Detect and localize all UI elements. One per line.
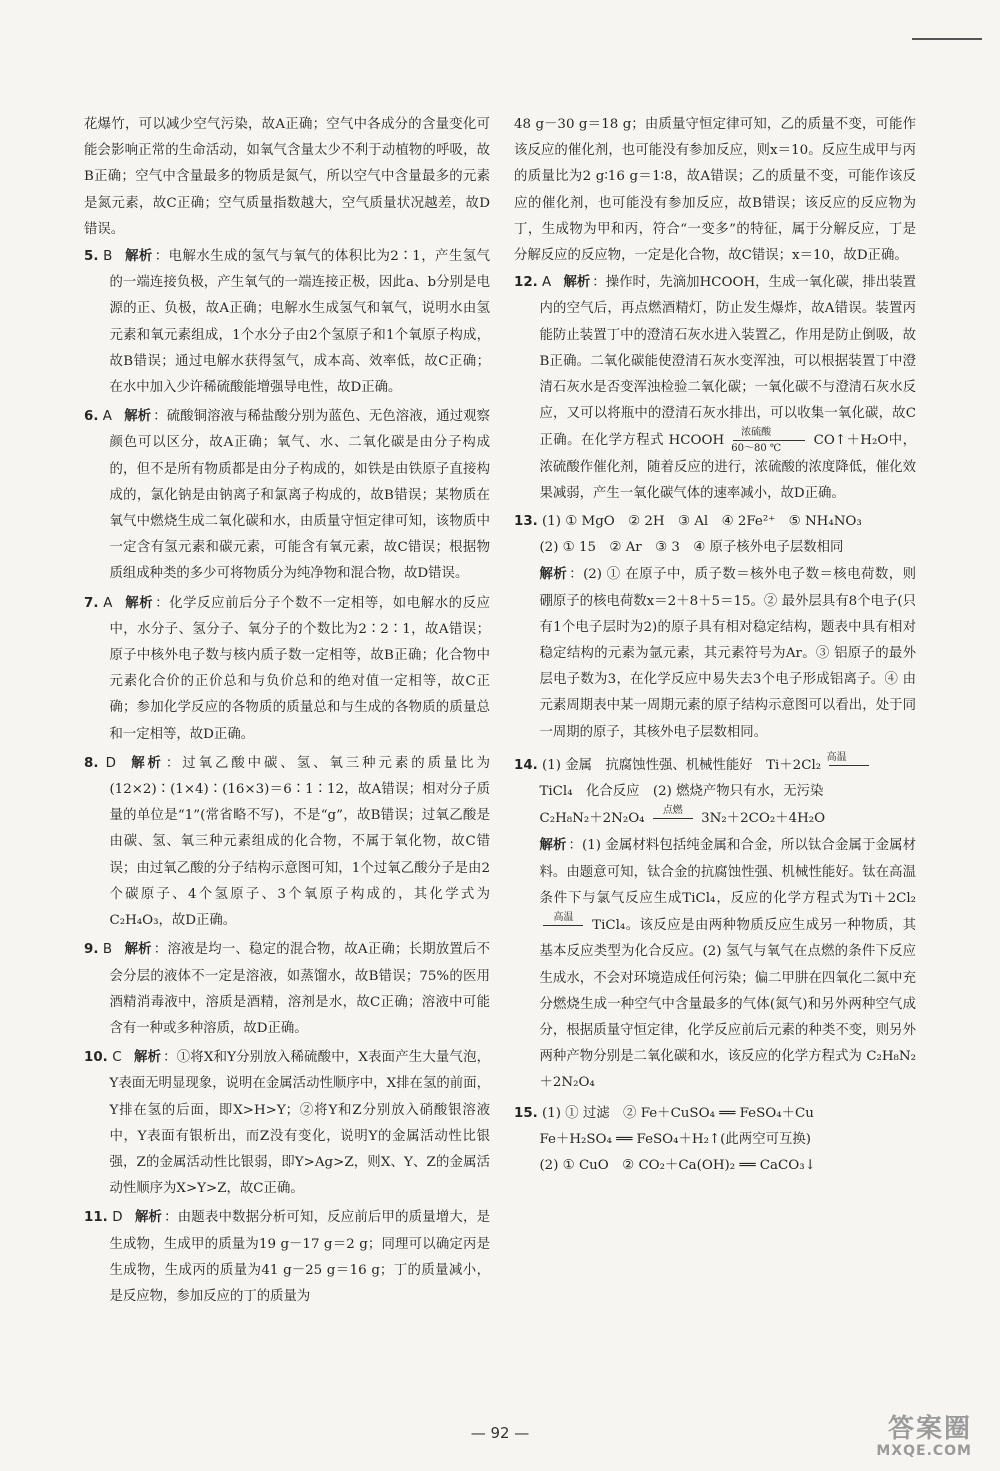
top-rule [912,38,982,40]
answer-item-8: 8. D 解析 ：过氧乙酸中碳、氢、氧三种元素的质量比为(12×2)∶(1×4)∶(16×3)＝6∶1∶12，故A错误；相对分子质量的单位是“1”(常省略不写)，不是“g”，故B错误；过氧乙酸是由碳、氢、氧三种元素组成的化合物，不属于氧化物，故C错误；由过氧乙酸的分子结构示意图可知，1个过氧乙酸分子是由2个碳原子、4个氢原子、3个氧原子构成的，其化学式为C₂H₄O₃，故D正确。 [84,754,491,929]
answer-item-14 [514,752,916,1097]
analysis-text-cont: CO↑＋H₂O中，浓硫酸作催化剂，随着反应的进行，浓硫酸的浓度降低，催化效果减弱，产生一氧化碳气体的速率减小，故D正确。 [539,433,916,501]
answer-letter: D [105,755,116,771]
answer-item-15 [514,1101,916,1180]
condition-bottom [829,768,869,779]
condition-top: 点燃 [662,805,683,817]
analysis-text: ①将X和Y分别放入稀硫酸中，X表面产生大量气泡，Y表面无明显现象，说明在金属活动性顺序中，X排在氢的前面，Y排在氢的后面，即X>H>Y；②将Y和Z分别放入硝酸银溶液中，Y表面有银析出，而Z没有变化，说明Y的金属活动性比银强，Z的金属活动性比银弱，即Y>Ag>Z，则X、Y、Z的金属活动性顺序为X>Y>Z，故C正确。 [109,1050,491,1197]
analysis-label: 解析 [124,408,152,425]
equation-left: C₂H₈N₂＋2N₂O₄ [539,811,645,827]
analysis-text: 过氧乙酸中碳、氢、氧三种元素的质量比为(12×2)∶(1×4)∶(16×3)＝6∶1∶12，故A错误；相对分子质量的单位是“1”(常省略不写)，不是“g”，故B错误；过氧乙酸是由碳、氢、氧三种元素组成的化合物，不属于氧化物，故C错误；由过氧乙酸的分子结构示意图可知，1个过氧乙酸分子是由2个碳原子、4个氢原子、3个氧原子构成的，其化学式为C₂H₄O₃，故D正确。 [109,755,491,929]
reaction-condition [826,751,869,779]
analysis-label: 解析 [134,1049,162,1066]
condition-line [733,440,805,441]
condition-line [543,925,583,926]
answer-item-13 [514,509,916,746]
page-number: — 92 — [470,1424,530,1442]
condition-line [653,818,693,819]
watermark-line-2: MXQE.COM [876,1443,972,1459]
answer-line-3 [539,805,916,832]
item-number: 11. [84,1210,108,1226]
analysis-block: 解析 ：(2) ① 在原子中，质子数＝核外电子数＝核电荷数，则硼原子的核电荷数x＝2＋8＋5＝15。② 最外层具有8个电子(只有1个电子层时为2)的原子具有相对稳定结构，题表中具有相对稳定结构的元素为氩元素，其元素符号为Ar。③ 铝原子的最外层电子数为3，在化学反应中易失去3个电子形成铝离子。④ 由元素周期表中某一周期元素的原子结构示意图可以看出，处于同一周期的原子，其核外电子层数相同。 [539,566,917,740]
item-number: 9. [84,942,99,958]
condition-bottom [653,821,693,832]
item-number: 12. [514,275,538,291]
item-number: 13. [514,514,538,530]
reaction-condition [733,427,805,454]
analysis-block: 解析 ：(1) 金属材料包括纯金属和合金，所以钛合金属于金属材料。由题意可知，钛合金的抗腐蚀性强、机械性能好。钛在高温条件下与氯气反应生成TiCl₄，反应的化学方程式为Ti＋2Cl₂ 高温 TiCl₄。该反应是由两种物质反应生成另一种物质，其基本反应类型为化合反应。(2) 氢气与氧气在点燃的条件下反应生成水，不会对环境造成任何污染；偏二甲肼在四氧化二氮中充分燃烧生成一种空气中含量最多的气体(氮气)和另外两种空气成分，根据质量守恒定律，化学反应前后元素的种类不变，则另外两种产物分别是二氧化碳和水，该反应的化学方程式为 C₂H₈N₂＋2N₂O₄ [539,837,916,1091]
reaction-condition [543,912,583,939]
answer-item-10: 10. C 解析 ：①将X和Y分别放入稀硫酸中，X表面产生大量气泡，Y表面无明显现象，说明在金属活动性顺序中，X排在氢的前面，Y排在氢的后面，即X>H>Y；②将Y和Z分别放入硝酸银溶液中，Y表面有银析出，而Z没有变化，说明Y的金属活动性比银强，Z的金属活动性比银弱，即Y>Ag>Z，则X、Y、Z的金属活动性顺序为X>Y>Z，故C正确。 [84,1049,491,1197]
paragraph-continued: 48 g－30 g＝18 g；由质量守恒定律可知，乙的质量不变，可能作该反应的催化剂，也可能没有参加反应，则x＝10。反应生成甲与丙的质量比为2 g∶16 g＝1∶8，故A错误；乙的质量不变，可能作该反应的催化剂，也可能没有参加反应，故B错误；该反应的反应物为丁，生成物为甲和丙，符合“一变多”的特征，属于分解反应，丁是分解反应的反应物，一定是化合物，故C错误；x＝10，故D正确。 [514,117,916,264]
answer-line-3: (2) ① CuO ② CO₂＋Ca(OH)₂ ══ CaCO₃↓ [539,1157,816,1173]
analysis-label: 解析 [563,274,591,291]
answer-letter: D [112,1210,123,1226]
condition-bottom: 60～80 ℃ [731,443,782,455]
answer-line-2: Fe＋H₂SO₄ ══ FeSO₄＋H₂↑(此两空可互换) [539,1131,811,1147]
analysis-text: (2) ① 在原子中，质子数＝核外电子数＝核电荷数，则硼原子的核电荷数x＝2＋8＋5＝15。② 最外层具有8个电子(只有1个电子层时为2)的原子具有相对稳定结构，题表中具有相对稳定结构的元素为氩元素，其元素符号为Ar。③ 铝原子的最外层电子数为3，在化学反应中易失去3个电子形成铝离子。④ 由元素周期表中某一周期元素的原子结构示意图可以看出，处于同一周期的原子，其核外电子层数相同。 [539,567,917,740]
item-number: 5. [84,249,99,265]
reaction-condition [653,805,693,832]
answer-letter: C [112,1050,122,1066]
analysis-text-cont: TiCl₄。该反应是由两种物质反应生成另一种物质，其基本反应类型为化合反应。(2) 氢气与氧气在点燃的条件下反应生成水，不会对环境造成任何污染；偏二甲肼在四氧化二氮中充分燃烧生成一种空气中含量最多的气体(氮气)和另外两种空气成分，根据质量守恒定律，化学反应前后元素的种类不变，则另外两种产物分别是二氧化碳和水，该反应的化学方程式为 C₂H₈N₂＋2N₂O₄ [539,918,916,1091]
analysis-label: 解析 [125,248,153,265]
item-number: 14. [514,757,538,773]
answer-item-9: 9. B 解析 ：溶液是均一、稳定的混合物，故A正确；长期放置后不会分层的液体不一定是溶液，如蒸馏水，故B错误；75%的医用酒精消毒液中，溶质是酒精，溶剂是水，故C正确；溶液中可能含有一种或多种溶质，故D正确。 [84,941,491,1036]
item-number: 8. [84,755,99,771]
condition-top: 浓硫酸 [741,427,772,439]
analysis-text: 操作时，先滴加HCOOH，生成一氧化碳，排出装置内的空气后，再点燃酒精灯，防止发生爆炸，故A错误。装置丙能防止装置丁中的澄清石灰水进入装置乙，作用是防止倒吸，故B正确。二氧化碳能使澄清石灰水变浑浊，可以根据装置丁中澄清石灰水是否变浑浊检验二氧化碳；一氧化碳不与澄清石灰水反应，又可以将瓶中的澄清石灰水排出，可以收集一氧化碳，故C正确。在化学方程式 HCOOH [539,275,917,449]
right-column [514,112,916,1181]
analysis-text: 硫酸铜溶液与稀盐酸分别为蓝色、无色溶液，通过观察颜色可以区分，故A正确；氧气、水、二氧化碳是由分子构成的，但不是所有物质都是由分子构成的，如铁是由铁原子直接构成的，氯化钠是由钠离子和氯离子构成的，故B错误；某物质在氧气中燃烧生成二氧化碳和水，由质量守恒定律可知，该物质中一定含有氢元素和碳元素，可能含有氧元素，故C错误；根据物质组成种类的多少可将物质分为纯净物和混合物，故D错误。 [109,409,491,582]
answer-line-2: (2) ① 15 ② Ar ③ 3 ④ 原子核外电子层数相同 [539,540,844,556]
condition-line [829,765,869,766]
answer-item-11: 11. D 解析 ：由题表中数据分析可知，反应前后甲的质量增大，是生成物，生成甲的质量为19 g－17 g＝2 g；同理可以确定丙是生成物，生成丙的质量为41 g－25 g＝16 g；丁的质量减小，是反应物，参加反应的丁的质量为 [84,1209,490,1304]
answer-item-5: 5. B 解析 ：电解水生成的氢气与氧气的体积比为2∶1，产生氢气的一端连接负极，产生氧气的一端连接正极，因此a、b分别是电源的正、负极，故A正确；电解水生成氢气和氧气，说明水由氢元素和氧元素组成，1个水分子由2个氢原子和1个氧原子构成，故B错误；通过电解水获得氢气，成本高、效率低，故C正确；在水中加入少许稀硫酸能增强导电性，故D正确。 [84,248,491,396]
analysis-text: 由题表中数据分析可知，反应前后甲的质量增大，是生成物，生成甲的质量为19 g－17 g＝2 g；同理可以确定丙是生成物，生成丙的质量为41 g－25 g＝16 g；丁的质量减小，是反应物，参加反应的丁的质量为 [109,1210,490,1304]
condition-bottom [543,928,583,939]
answer-line-1: (1) ① 过滤 ② Fe＋CuSO₄ ══ FeSO₄＋Cu [542,1105,814,1121]
item-number: 10. [84,1050,108,1066]
answer-letter: A [542,275,552,291]
item-number: 15. [514,1105,538,1121]
equation-right: 3N₂＋2CO₂＋4H₂O [701,811,826,827]
answer-item-7: 7. A 解析 ：化学反应前后分子个数不一定相等，如电解水的反应中，水分子、氢分子、氧分子的个数比为2∶2∶1，故A错误；原子中核外电子数与核内质子数一定相等，故B正确；化合物中元素化合价的正价总和与负价总和的绝对值一定相等，故C正确；参加化学反应的各物质的质量总和与生成的各物质的质量总和一定相等，故D正确。 [84,594,491,742]
analysis-label: 解析 [539,566,568,583]
watermark-line-1: 答案圈 [887,1414,972,1444]
answer-letter: A [103,595,113,611]
analysis-label: 解析 [125,594,154,611]
answer-letter: A [102,409,112,425]
answer-item-6: 6. A 解析 ：硫酸铜溶液与稀盐酸分别为蓝色、无色溶液，通过观察颜色可以区分，故A正确；氧气、水、二氧化碳是由分子构成的，但不是所有物质都是由分子构成的，如铁是由铁原子直接构成的，氯化钠是由钠离子和氯离子构成的，故B错误；某物质在氧气中燃烧生成二氧化碳和水，由质量守恒定律可知，该物质中一定含有氢元素和碳元素，可能含有氧元素，故C错误；根据物质组成种类的多少可将物质分为纯净物和混合物，故D错误。 [84,408,491,582]
analysis-text: (1) 金属材料包括纯金属和合金，所以钛合金属于金属材料。由题意可知，钛合金的抗腐蚀性强、机械性能好。钛在高温条件下与氯气反应生成TiCl₄，反应的化学方程式为Ti＋2Cl₂ [539,838,916,906]
analysis-label: 解析 [134,1209,163,1226]
analysis-text: 化学反应前后分子个数不一定相等，如电解水的反应中，水分子、氢分子、氧分子的个数比为2∶2∶1，故A错误；原子中核外电子数与核内质子数一定相等，故B正确；化合物中元素化合价的正价总和与负价总和的绝对值一定相等，故C正确；参加化学反应的各物质的质量总和与生成的各物质的质量总和一定相等，故D正确。 [109,595,491,742]
paragraph-continued: 花爆竹，可以减少空气污染，故A正确；空气中各成分的含量变化可能会影响正常的生命活动，如氧气含量太少不利于动植物的呼吸，故B正确；空气中含量最多的物质是氮气，所以空气中含量最多的元素是氮元素，故C正确；空气质量指数越大，空气质量状况越差，故D错误。 [84,117,490,237]
answer-line-2: TiCl₄ 化合反应 (2) 燃烧产物只有水，无污染 [539,784,824,800]
left-column [84,112,490,1312]
answer-item-12: 12. A 解析 ：操作时，先滴加HCOOH，生成一氧化碳，排出装置内的空气后，再点燃酒精灯，防止发生爆炸，故A错误。装置丙能防止装置丁中的澄清石灰水进入装置乙，作用是防止倒吸，故B正确。二氧化碳能使澄清石灰水变浑浊，可以根据装置丁中澄清石灰水是否变浑浊检验二氧化碳；一氧化碳不与澄清石灰水反应，又可以将瓶中的澄清石灰水排出，可以收集一氧化碳，故C正确。在化学方程式 HCOOH 浓硫酸 60～80 ℃ CO↑＋H₂O中，浓硫酸作催化剂，随着反应的进行，浓硫酸的浓度降低，催化效果减弱，产生一氧化碳气体的速率减小，故D正确。 [514,274,917,501]
watermark-logo [876,1414,972,1462]
condition-top: 高温 [553,912,574,924]
analysis-text: 溶液是均一、稳定的混合物，故A正确；长期放置后不会分层的液体不一定是溶液，如蒸馏水，故B错误；75%的医用酒精消毒液中，溶质是酒精，溶剂是水，故C正确；溶液中可能含有一种或多种溶质，故D正确。 [109,942,491,1036]
answer-letter: B [102,942,113,958]
item-number: 7. [84,595,99,611]
answer-line-1: (1) 金属 抗腐蚀性强、机械性能好 Ti＋2Cl₂ [542,757,822,773]
answer-letter: B [103,249,113,265]
item-number: 6. [84,409,99,425]
answer-line-1: (1) ① MgO ② 2H ③ Al ④ 2Fe²⁺ ⑤ NH₄NO₃ [542,514,862,530]
condition-top: 高温 [826,751,847,763]
analysis-label: 解析 [124,941,152,958]
analysis-text: 电解水生成的氢气与氧气的体积比为2∶1，产生氢气的一端连接负极，产生氧气的一端连接正极，因此a、b分别是电源的正、负极，故A正确；电解水生成氢气和氧气，说明水由氢元素和氧元素组成，1个水分子由2个氢原子和1个氧原子构成，故B错误；通过电解水获得氢气，成本高、效率低，故C正确；在水中加入少许稀硫酸能增强导电性，故D正确。 [109,249,491,396]
analysis-label: 解析 [131,754,164,771]
analysis-label: 解析 [539,837,567,854]
